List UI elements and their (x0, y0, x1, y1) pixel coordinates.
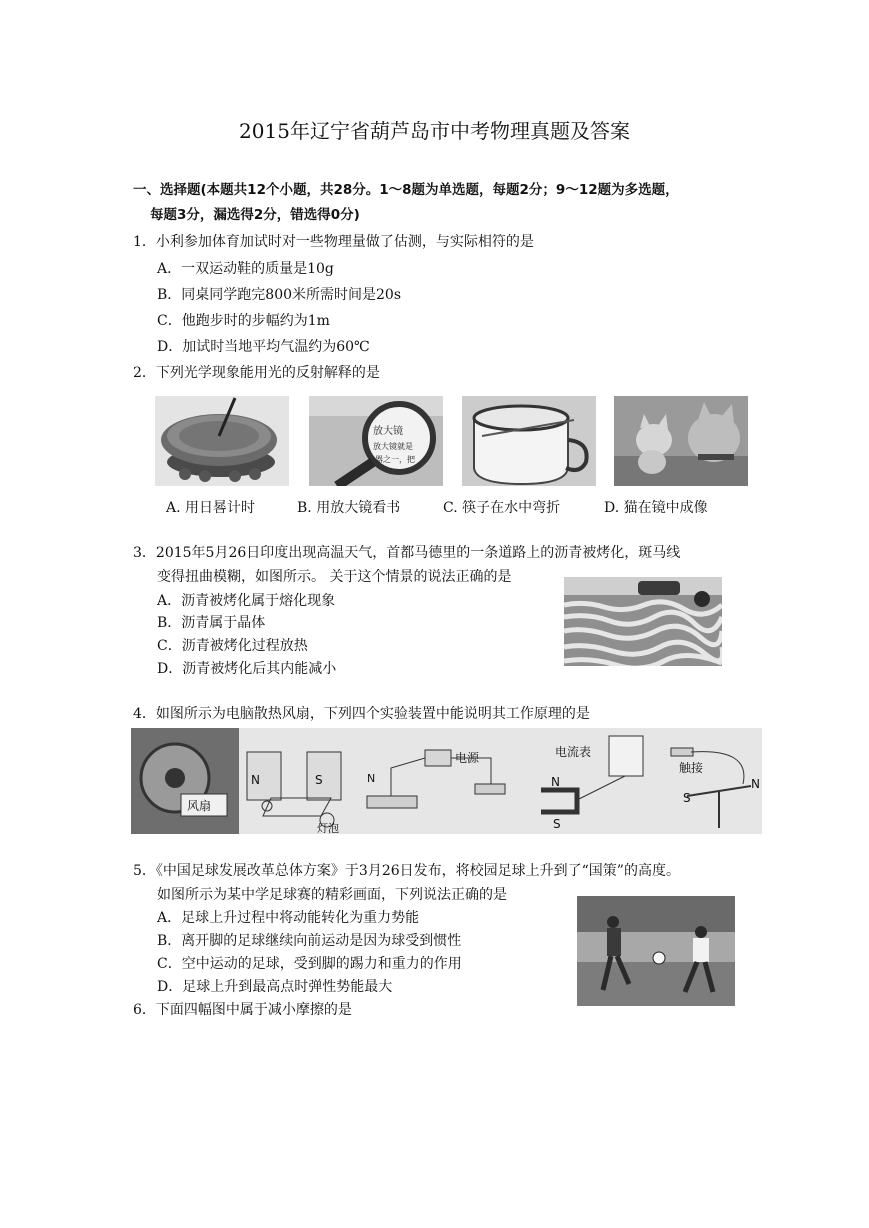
pole-s-c: S (553, 817, 561, 831)
magnifier-text-1: 放大镜 (373, 426, 403, 437)
question-4-stem: 4．如图所示为电脑散热风扇，下列四个实验装置中能说明其工作原理的是 (133, 706, 590, 722)
question-5-stem-line2: 如图所示为某中学足球赛的精彩画面，下列说法正确的是 (157, 887, 507, 903)
football-match-image (577, 896, 735, 1006)
q3-option-d: D．沥青被烤化后其内能减小 (157, 661, 337, 677)
section-heading-cont: 每题3分，漏选得2分，错选得0分) (150, 207, 360, 223)
magnifier-image (309, 396, 443, 486)
ammeter-label: 电流表 (555, 745, 592, 759)
q1-option-a: A．一双运动鞋的质量是10g (157, 261, 334, 277)
q3-option-b: B．沥青属于晶体 (157, 615, 266, 631)
question-2-stem: 2．下列光学现象能用光的反射解释的是 (133, 365, 380, 381)
pole-n-b: N (367, 772, 376, 785)
question-6-stem: 6．下面四幅图中属于减小摩擦的是 (133, 1002, 352, 1018)
melting-road-image (564, 577, 722, 666)
q5-option-c: C．空中运动的足球，受到脚的踢力和重力的作用 (157, 956, 462, 972)
q1-option-d: D．加试时当地平均气温约为60℃ (157, 339, 370, 355)
q3-option-a: A．沥青被烤化属于熔化现象 (157, 593, 336, 609)
q1-option-c: C．他跑步时的步幅约为1m (157, 313, 330, 329)
q2-caption-c: C. 筷子在水中弯折 (443, 500, 561, 516)
q2-caption-d: D. 猫在镜中成像 (604, 500, 708, 516)
question-1-stem: 1．小利参加体育加试时对一些物理量做了估测，与实际相符的是 (133, 234, 534, 250)
q2-caption-b: B. 用放大镜看书 (297, 500, 401, 516)
bulb-label: 灯泡 (317, 822, 339, 834)
page-title: 2015年辽宁省葫芦岛市中考物理真题及答案 (239, 119, 630, 143)
pole-n-d: N (751, 777, 760, 791)
pole-n-a: N (251, 773, 260, 787)
power-label: 电源 (455, 751, 480, 765)
question-3-stem-line1: 3．2015年5月26日印度出现高温天气，首都马德里的一条道路上的沥青被烤化，斑马线 (133, 545, 681, 561)
q2-caption-a: A. 用日晷计时 (166, 500, 256, 516)
question-5-stem-line1: 5．《中国足球发展改革总体方案》于3月26日发布，将校园足球上升到了“国策”的高度。 (133, 863, 680, 879)
q5-option-b: B．离开脚的足球继续向前运动是因为球受到惯性 (157, 933, 462, 949)
pole-s-a: S (315, 773, 323, 787)
q1-option-b: B．同桌同学跑完800米所需时间是20s (157, 287, 402, 303)
touch-label: 触接 (679, 761, 704, 775)
q3-option-c: C．沥青被烤化过程放热 (157, 638, 308, 654)
fan-label: 风扇 (187, 799, 212, 813)
sundial-image (155, 396, 289, 486)
chopstick-in-water-image (462, 396, 596, 486)
magnifier-text-2: 放大镜就是 (373, 442, 413, 451)
pole-n-c: N (551, 775, 560, 789)
section-heading: 一、选择题(本题共12个小题，共28分。1～8题为单选题，每题2分；9～12题为多选题， (133, 182, 679, 198)
magnifier-text-3: 器之一，把 (375, 455, 415, 464)
experiment-strip-image (131, 728, 762, 834)
q5-option-d: D．足球上升到最高点时弹性势能最大 (157, 979, 393, 995)
cat-mirror-image (614, 396, 748, 486)
question-3-stem-line2: 变得扭曲模糊，如图所示。 关于这个情景的说法正确的是 (157, 569, 512, 585)
q5-option-a: A．足球上升过程中将动能转化为重力势能 (157, 910, 420, 926)
pole-s-d: S (683, 791, 691, 805)
